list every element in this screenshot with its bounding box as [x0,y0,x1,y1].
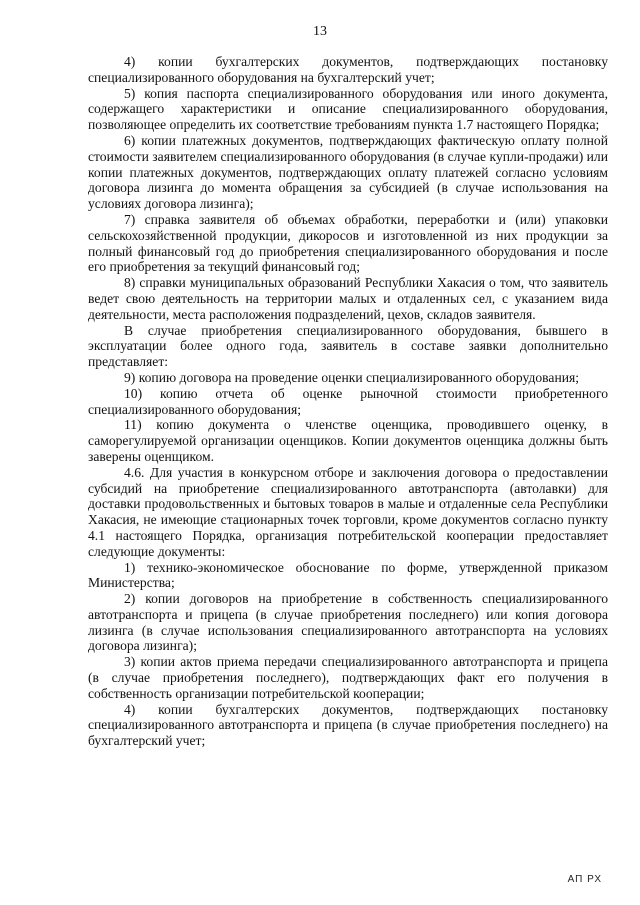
paragraph: 3) копии актов приема передачи специализированного автотранспорта и прицепа (в случае приобретения последнего), подтверждающих факт его получения в собственность организации потребительской кооперации; [88,654,608,701]
paragraph: В случае приобретения специализированного оборудования, бывшего в эксплуатации более одного года, заявитель в составе заявки дополнительно представляет: [88,322,608,370]
paragraph: 11) копию документа о членстве оценщика, проводившего оценку, в саморегулируемой организации оценщиков. Копии документов оценщика должны быть заверены оценщиком. [88,417,608,464]
paragraph: 9) копию договора на проведение оценки специализированного оборудования; [124,369,580,385]
paragraph: 4) копии бухгалтерских документов, подтверждающих постановку специализированного оборудования на бухгалтерский учет; [88,54,608,85]
paragraph: 10) копию отчета об оценке рыночной стоимости приобретенного специализированного оборудования; [88,385,608,417]
paragraph: 1) технико-экономическое обоснование по форме, утвержденной приказом Министерства; [88,559,608,591]
paragraph: 6) копии платежных документов, подтверждающих фактическую оплату полной стоимости заявителем специализированного оборудования (в случае купли-продажи) или копии платежных документов, подтверждающих оплату платежей согласно условиям договора лизинга до момента обращения за субсидией (в случае использования на условиях договора лизинга); [88,132,608,212]
paragraph: 4) копии бухгалтерских документов, подтверждающих постановку специализированного автотранспорта и прицепа (в случае приобретения последнего) на бухгалтерский учет; [88,701,608,749]
paragraph: 2) копии договоров на приобретение в собственность специализированного автотранспорта и прицепа (в случае приобретения последнего) или копия договора лизинга (в случае использования специализированного автотранспорта на условиях договора лизинга); [88,591,608,654]
paragraph: 8) справки муниципальных образований Республики Хакасия о том, что заявитель ведет свою деятельность на территории малых и отдаленных сел, с указанием вида деятельности, места расположения подразделений, цехов, складов заявителя. [88,275,608,322]
section-paragraph: 4.6. Для участия в конкурсном отборе и заключения договора о предоставлении субсидий на приобретение специализированного автотранспорта (автолавки) для доставки продовольственных и бытовых товаров в малые и отдаленные села Республики Хакасия, не имеющие стационарных точек торговли, кроме документов согласно пункту 4.1 настоящего Порядка, организация потребительской кооперации предоставляет следующие документы: [88,464,608,559]
paragraph: 5) копия паспорта специализированного оборудования или иного документа, содержащего характеристики и описание специализированного оборудования, позволяющее определить их соответствие требованиям пункта 1.7 настоящего Порядка; [88,85,608,133]
paragraph: 7) справка заявителя об объемах обработки, переработки и (или) упаковки сельскохозяйственной продукции, дикоросов и изготовленной из них продукции за полный финансовый год до приобретения специализированного оборудования и после его приобретения за текущий финансовый год; [88,211,608,275]
footer-mark: АП РХ [567,874,602,885]
page-number: 13 [313,24,327,39]
document-body [88,54,608,749]
